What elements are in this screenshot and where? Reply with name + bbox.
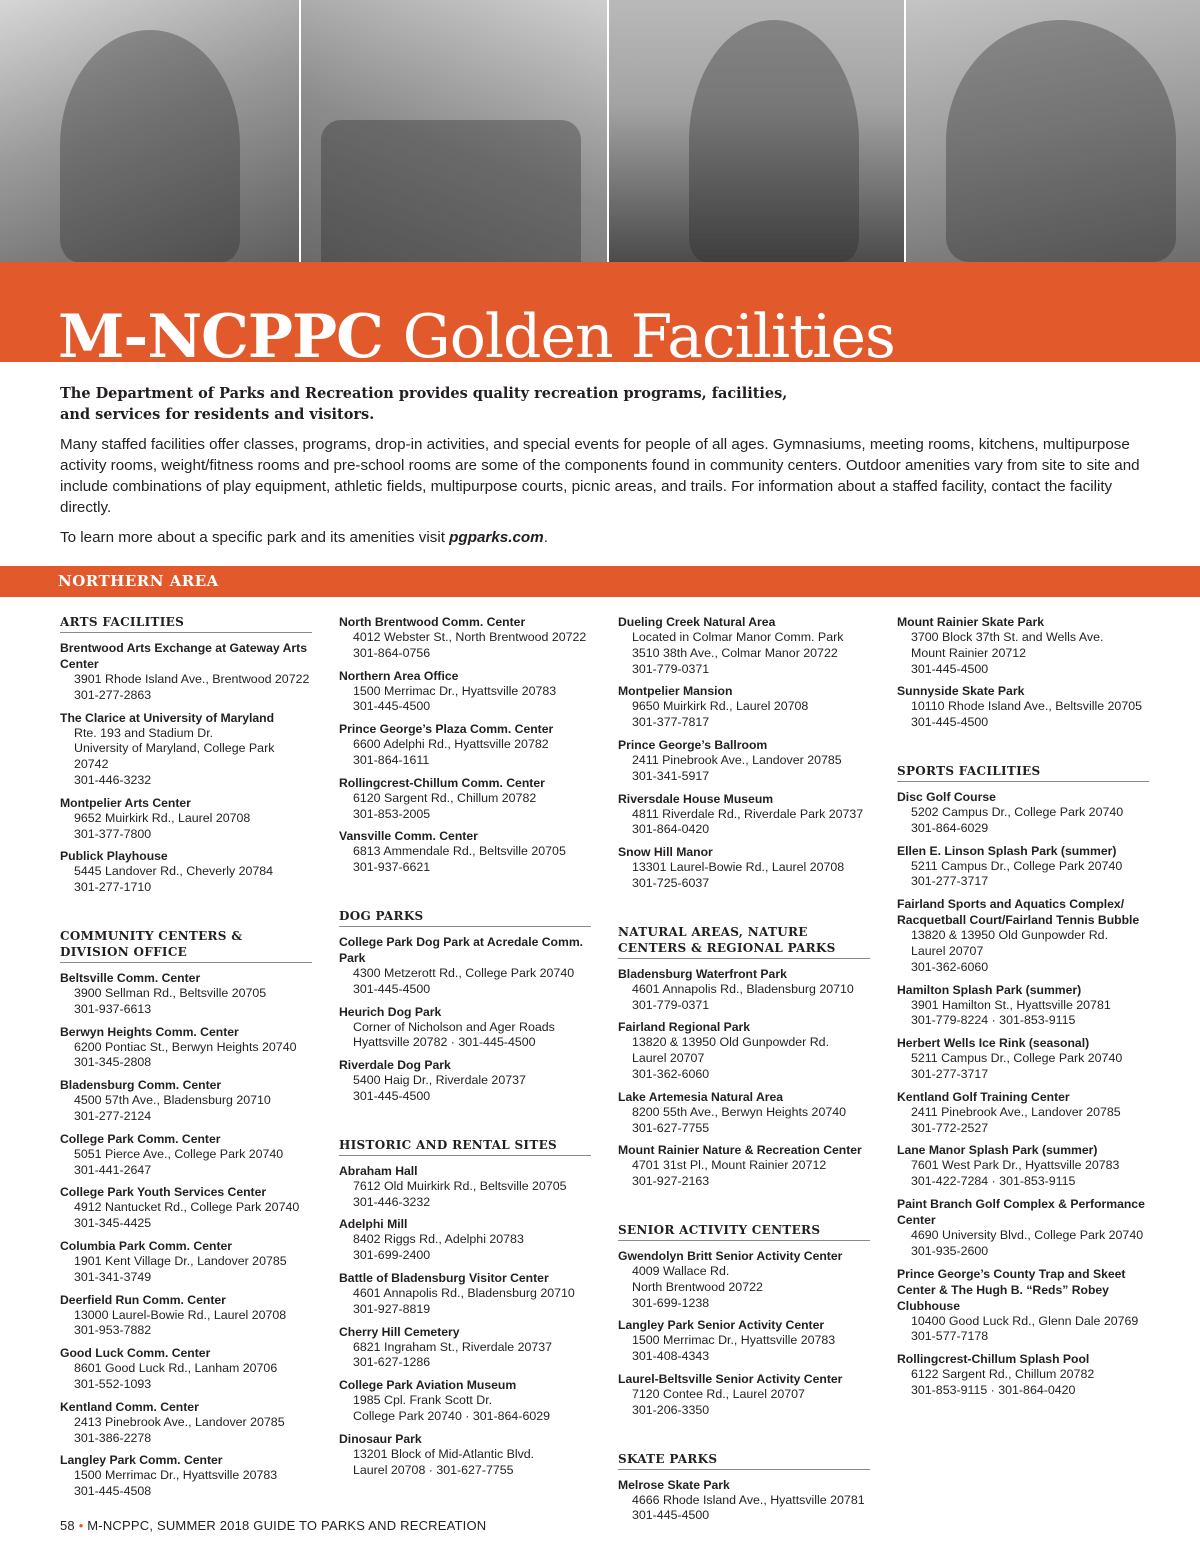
facility-name: Prince George’s Ballroom <box>618 737 768 752</box>
facility-name: The Clarice at University of Maryland <box>60 710 275 725</box>
facility-entry <box>60 1077 312 1125</box>
section-heading: NATURAL AREAS, NATURE CENTERS & REGIONAL PARKS <box>618 924 870 959</box>
facility-name: Fairland Regional Park <box>618 1020 751 1035</box>
facility-detail-line: 301-699-2400 <box>353 1248 431 1263</box>
section-heading: SPORTS FACILITIES <box>897 763 1149 782</box>
facility-entry <box>60 848 312 896</box>
facility-name: Bladensburg Comm. Center <box>60 1078 222 1093</box>
facility-detail-line: 4912 Nantucket Rd., College Park 20740 <box>74 1200 300 1215</box>
facility-entry <box>339 1377 591 1425</box>
facility-name: Riverdale Dog Park <box>339 1058 451 1073</box>
facility-name: College Park Comm. Center <box>60 1131 221 1146</box>
facility-detail-line: 301-935-2600 <box>911 1243 989 1258</box>
facility-detail-line: 301-772-2527 <box>911 1120 989 1135</box>
facility-detail-line: Rte. 193 and Stadium Dr. <box>74 725 214 740</box>
facility-detail-line: 301-699-1238 <box>632 1295 710 1310</box>
facility-entry <box>339 721 591 769</box>
facility-detail-line: 301-779-8224 · 301-853-9115 <box>911 1013 1076 1028</box>
facility-detail-line: 5211 Campus Dr., College Park 20740 <box>911 1051 1123 1066</box>
facility-detail-line: 301-445-4500 <box>353 981 431 996</box>
facility-detail-line: 301-864-6029 <box>911 820 989 835</box>
facility-detail-line: 7120 Contee Rd., Laurel 20707 <box>632 1386 805 1401</box>
facility-detail-line: 4690 University Blvd., College Park 20740 <box>911 1227 1144 1242</box>
facility-entry <box>60 1184 312 1232</box>
facility-detail-line: 301-779-0371 <box>632 997 710 1012</box>
facility-name: Disc Golf Course <box>897 789 996 804</box>
facility-detail-line: 3900 Sellman Rd., Beltsville 20705 <box>74 985 267 1000</box>
facility-detail-line: University of Maryland, College Park 20742 <box>74 741 275 772</box>
facility-entry <box>339 1270 591 1318</box>
facility-entry <box>339 1057 591 1105</box>
facility-name: North Brentwood Comm. Center <box>339 615 526 629</box>
facility-name: Adelphi Mill <box>339 1217 408 1232</box>
facility-entry <box>897 1351 1149 1399</box>
facility-detail-line: Laurel 20707 <box>632 1051 705 1066</box>
facility-detail-line: 1500 Merrimac Dr., Hyattsville 20783 <box>74 1468 278 1483</box>
section-gap <box>618 898 870 924</box>
facility-detail-line: 6813 Ammendale Rd., Beltsville 20705 <box>353 844 566 859</box>
facility-detail-line: 301-277-3717 <box>911 874 989 889</box>
lead-paragraph: The Department of Parks and Recreation provides quality recreation programs, facilities, and services for residents and visitors. <box>60 385 788 423</box>
facility-detail-line: 301-937-6621 <box>353 860 431 875</box>
facility-detail-line: 301-277-3717 <box>911 1066 989 1081</box>
section-heading: COMMUNITY CENTERS & DIVISION OFFICE <box>60 928 312 963</box>
facility-entry <box>897 1142 1149 1190</box>
facility-name: Riversdale House Museum <box>618 791 774 806</box>
facility-name: Sunnyside Skate Park <box>897 684 1025 699</box>
facility-detail-line: 6821 Ingraham St., Riverdale 20737 <box>353 1339 553 1354</box>
facility-detail-line: 8402 Riggs Rd., Adelphi 20783 <box>353 1232 524 1247</box>
facility-name: Melrose Skate Park <box>618 1477 730 1492</box>
facility-entry <box>897 683 1149 731</box>
facility-detail-line: 7612 Old Muirkirk Rd., Beltsville 20705 <box>353 1178 567 1193</box>
facility-detail-line: Corner of Nicholson and Ager Roads <box>353 1019 555 1034</box>
facility-detail-line: 4500 57th Ave., Bladensburg 20710 <box>74 1093 271 1108</box>
facility-detail-line: 9650 Muirkirk Rd., Laurel 20708 <box>632 699 809 714</box>
facility-name: Columbia Park Comm. Center <box>60 1238 233 1253</box>
facility-detail-line: 301-446-3232 <box>353 1194 431 1209</box>
facility-detail-line: 301-725-6037 <box>632 875 710 890</box>
facility-entry <box>339 1004 591 1052</box>
intro-paragraph: Many staffed facilities offer classes, programs, drop-in activities, and special events for people of all ages. Gymnasiums, meeting rooms, kitchens, multipurpose activity rooms, weight/fitness rooms and pre-school rooms are some of the components found in community centers. Outdoor amenities vary from site to site and include combinations of play equipment, athletic fields, multipurpose courts, picnic areas, and trails. For information about a staffed facility, contact the facility directly. <box>60 436 1140 516</box>
facility-entry <box>618 1317 870 1365</box>
facility-name: Dueling Creek Natural Area <box>618 615 776 629</box>
facility-detail-line: 5400 Haig Dr., Riverdale 20737 <box>353 1073 526 1088</box>
facility-detail-line: 301-341-3749 <box>74 1269 152 1284</box>
facility-entry <box>339 1216 591 1264</box>
facility-detail-line: 4009 Wallace Rd. <box>632 1263 730 1278</box>
facility-entry <box>897 1035 1149 1083</box>
facility-entry <box>60 1452 312 1500</box>
facility-name: Northern Area Office <box>339 668 459 683</box>
facility-name: Good Luck Comm. Center <box>60 1346 211 1361</box>
facility-name: College Park Youth Services Center <box>60 1185 267 1200</box>
section-gap <box>618 1196 870 1222</box>
facility-detail-line: 2411 Pinebrook Ave., Landover 20785 <box>911 1104 1121 1119</box>
facility-entry <box>339 1163 591 1211</box>
facility-name: Rollingcrest-Chillum Splash Pool <box>897 1352 1090 1367</box>
facility-detail-line: 6200 Pontiac St., Berwyn Heights 20740 <box>74 1039 297 1054</box>
facility-detail-line: 301-445-4500 <box>632 1508 710 1523</box>
area-title: NORTHERN AREA <box>58 572 219 590</box>
facility-detail-line: 5202 Campus Dr., College Park 20740 <box>911 804 1124 819</box>
facility-detail-line: 4601 Annapolis Rd., Bladensburg 20710 <box>353 1285 575 1300</box>
facility-detail-line: 13000 Laurel-Bowie Rd., Laurel 20708 <box>74 1307 287 1322</box>
facility-detail-line: Laurel 20707 <box>911 943 984 958</box>
facility-name: Publick Playhouse <box>60 849 168 864</box>
facility-detail-line: Hyattsville 20782 · 301-445-4500 <box>353 1035 536 1050</box>
facility-name: Kentland Golf Training Center <box>897 1089 1070 1104</box>
facility-name: Deerfield Run Comm. Center <box>60 1292 226 1307</box>
facility-detail-line: 5211 Campus Dr., College Park 20740 <box>911 858 1123 873</box>
facility-detail-line: 301-953-7882 <box>74 1323 152 1338</box>
facility-name: Cherry Hill Cemetery <box>339 1324 460 1339</box>
facility-detail-line: 301-627-7755 <box>632 1120 710 1135</box>
facility-entry <box>339 828 591 876</box>
photo-family <box>906 0 1200 262</box>
facility-detail-line: 301-445-4500 <box>353 1088 431 1103</box>
facility-name: Snow Hill Manor <box>618 845 713 860</box>
facility-detail-line: 301-627-1286 <box>353 1355 431 1370</box>
facility-entry <box>618 1089 870 1137</box>
facility-entry <box>60 710 312 789</box>
facility-entry <box>618 1142 870 1190</box>
facility-detail-line: 6122 Sargent Rd., Chillum 20782 <box>911 1367 1095 1382</box>
learn-more-suffix: . <box>543 529 548 546</box>
facility-name: Rollingcrest-Chillum Comm. Center <box>339 775 545 790</box>
facility-detail-line: 4012 Webster St., North Brentwood 20722 <box>353 630 587 644</box>
facility-entry <box>618 737 870 785</box>
facility-entry <box>618 1248 870 1311</box>
facility-entry <box>60 1292 312 1340</box>
facility-name: Herbert Wells Ice Rink (seasonal) <box>897 1036 1090 1051</box>
facility-entry <box>339 1324 591 1372</box>
footer-text: M-NCPPC, SUMMER 2018 GUIDE TO PARKS AND RECREATION <box>87 1518 487 1533</box>
facility-detail-line: 301-937-6613 <box>74 1001 152 1016</box>
facility-detail-line: 3901 Hamilton St., Hyattsville 20781 <box>911 997 1111 1012</box>
facility-detail-line: 8200 55th Ave., Berwyn Heights 20740 <box>632 1104 847 1119</box>
facility-name: Hamilton Splash Park (summer) <box>897 982 1082 997</box>
facility-detail-line: 301-552-1093 <box>74 1376 152 1391</box>
facility-name: Lane Manor Splash Park (summer) <box>897 1143 1098 1158</box>
facility-detail-line: 4811 Riverdale Rd., Riverdale Park 20737 <box>632 806 864 821</box>
facility-name: Brentwood Arts Exchange at Gateway Arts Center <box>60 641 307 671</box>
facility-entry <box>339 775 591 823</box>
facility-detail-line: 3901 Rhode Island Ave., Brentwood 20722 <box>74 672 310 686</box>
facility-entry <box>618 791 870 839</box>
facility-detail-line: 4666 Rhode Island Ave., Hyattsville 20781 <box>632 1492 865 1507</box>
section-heading: HISTORIC AND RENTAL SITES <box>339 1137 591 1156</box>
facility-name: Battle of Bladensburg Visitor Center <box>339 1270 549 1285</box>
facility-detail-line: 301-386-2278 <box>74 1430 152 1445</box>
facility-entry <box>60 1024 312 1072</box>
facility-entry <box>897 789 1149 837</box>
facility-entry <box>618 683 870 731</box>
facility-detail-line: North Brentwood 20722 <box>632 1279 763 1294</box>
page-title-light: Golden Facilities <box>402 302 895 372</box>
facility-detail-line: 301-377-7800 <box>74 826 152 841</box>
page-title <box>58 302 895 372</box>
facility-detail-line: 3510 38th Ave., Colmar Manor 20722 <box>632 645 838 660</box>
facility-detail-line: 301-445-4500 <box>353 699 431 714</box>
page-number: 58 <box>60 1518 75 1533</box>
learn-more-paragraph <box>60 527 1150 548</box>
section-gap <box>60 902 312 928</box>
facility-name: Bladensburg Waterfront Park <box>618 966 787 981</box>
facility-name: Berwyn Heights Comm. Center <box>60 1024 239 1039</box>
facility-detail-line: 301-853-9115 · 301-864-0420 <box>911 1382 1076 1397</box>
facility-detail-line: 301-864-1611 <box>353 752 430 767</box>
facility-name: Dinosaur Park <box>339 1431 422 1446</box>
photo-runner <box>0 0 299 262</box>
facility-name: Montpelier Mansion <box>618 684 733 699</box>
facility-detail-line: 301-779-0371 <box>632 661 710 676</box>
facility-entry <box>618 1019 870 1082</box>
section-heading: ARTS FACILITIES <box>60 614 312 633</box>
facility-name: Lake Artemesia Natural Area <box>618 1089 784 1104</box>
column-2 <box>339 614 591 1484</box>
section-gap <box>618 1425 870 1451</box>
facility-detail-line: 10400 Good Luck Rd., Glenn Dale 20769 <box>911 1313 1139 1328</box>
column-1 <box>60 614 312 1506</box>
facility-entry <box>60 1238 312 1286</box>
section-heading: SKATE PARKS <box>618 1451 870 1470</box>
facility-detail-line: 4701 31st Pl., Mount Rainier 20712 <box>632 1158 827 1173</box>
facility-detail-line: 10110 Rhode Island Ave., Beltsville 20705 <box>911 699 1142 714</box>
facility-entry <box>897 982 1149 1030</box>
facility-entry <box>60 970 312 1018</box>
facility-detail-line: 4300 Metzerott Rd., College Park 20740 <box>353 965 575 980</box>
facility-detail-line: 301-864-0420 <box>632 822 710 837</box>
section-gap <box>339 882 591 908</box>
facility-detail-line: 13201 Block of Mid-Atlantic Blvd. <box>353 1446 535 1461</box>
facility-detail-line: 301-277-2124 <box>74 1108 152 1123</box>
page-footer <box>60 1518 486 1533</box>
facility-detail-line: 301-362-6060 <box>632 1066 710 1081</box>
facility-detail-line: 7601 West Park Dr., Hyattsville 20783 <box>911 1158 1120 1173</box>
facility-detail-line: 9652 Muirkirk Rd., Laurel 20708 <box>74 810 251 825</box>
facility-entry <box>339 614 591 662</box>
facility-detail-line: 301-445-4508 <box>74 1484 152 1499</box>
facility-name: Heurich Dog Park <box>339 1004 442 1019</box>
facility-detail-line: 6120 Sargent Rd., Chillum 20782 <box>353 790 537 805</box>
facility-entry <box>897 1089 1149 1137</box>
facility-detail-line: 301-377-7817 <box>632 715 710 730</box>
facility-detail-line: 301-277-2863 <box>74 687 152 702</box>
section-gap <box>897 737 1149 763</box>
facility-detail-line: 301-422-7284 · 301-853-9115 <box>911 1174 1076 1189</box>
facility-name: College Park Dog Park at Acredale Comm. Park <box>339 934 584 965</box>
facility-entry <box>60 1399 312 1447</box>
facility-name: Laurel-Beltsville Senior Activity Center <box>618 1371 843 1386</box>
facility-name: Montpelier Arts Center <box>60 795 191 810</box>
facility-name: Gwendolyn Britt Senior Activity Center <box>618 1248 843 1263</box>
facility-detail-line: 13820 & 13950 Old Gunpowder Rd. <box>632 1035 830 1050</box>
facility-detail-line: 301-927-2163 <box>632 1174 710 1189</box>
facility-name: Vansville Comm. Center <box>339 829 478 844</box>
facility-name: Langley Park Senior Activity Center <box>618 1318 825 1333</box>
facility-name: Prince George’s Plaza Comm. Center <box>339 722 554 737</box>
facility-detail-line: 301-441-2647 <box>74 1162 152 1177</box>
footer-bullet: • <box>78 1518 84 1533</box>
facility-detail-line: 301-445-4500 <box>911 661 989 676</box>
facility-detail-line: 13820 & 13950 Old Gunpowder Rd. <box>911 928 1109 943</box>
facility-detail-line: 1985 Cpl. Frank Scott Dr. <box>353 1393 493 1408</box>
facility-detail-line: 2411 Pinebrook Ave., Landover 20785 <box>632 752 842 767</box>
facility-detail-line: 301-446-3232 <box>74 772 152 787</box>
facility-detail-line: 8601 Good Luck Rd., Lanham 20706 <box>74 1361 278 1376</box>
facility-entry <box>60 640 312 704</box>
facility-detail-line: 301-864-0756 <box>353 645 431 660</box>
pgparks-link[interactable]: pgparks.com <box>449 529 544 546</box>
facility-detail-line: Mount Rainier 20712 <box>911 645 1027 660</box>
facility-detail-line: 301-408-4343 <box>632 1349 710 1364</box>
photo-strip <box>0 0 1200 262</box>
facility-entry <box>339 1431 591 1479</box>
photo-guitarist <box>609 0 905 262</box>
facility-entry <box>60 1131 312 1179</box>
facility-detail-line: 301-341-5917 <box>632 768 710 783</box>
section-gap <box>339 1111 591 1137</box>
facility-detail-line: 301-577-7178 <box>911 1329 989 1344</box>
facility-name: College Park Aviation Museum <box>339 1378 517 1393</box>
facility-detail-line: 301-277-1710 <box>74 880 152 895</box>
facility-entry <box>897 896 1149 975</box>
facility-detail-line: 301-206-3350 <box>632 1402 710 1417</box>
column-4 <box>897 614 1149 1405</box>
facility-detail-line: College Park 20740 · 301-864-6029 <box>353 1408 551 1423</box>
facility-detail-line: 5051 Pierce Ave., College Park 20740 <box>74 1146 284 1161</box>
facility-entry <box>60 795 312 843</box>
facility-detail-line: 6600 Adelphi Rd., Hyattsville 20782 <box>353 737 549 752</box>
facility-entry <box>897 1266 1149 1346</box>
facility-entry <box>339 934 591 998</box>
facility-entry <box>897 1196 1149 1260</box>
facility-detail-line: 301-445-4500 <box>911 715 989 730</box>
facility-entry <box>618 1477 870 1525</box>
facility-name: Kentland Comm. Center <box>60 1399 199 1414</box>
facility-name: Langley Park Comm. Center <box>60 1453 223 1468</box>
facility-detail-line: 301-853-2005 <box>353 806 431 821</box>
photo-pool-mascot <box>301 0 607 262</box>
facility-name: Paint Branch Golf Complex & Performance Center <box>897 1196 1145 1227</box>
facility-name: Abraham Hall <box>339 1163 418 1178</box>
facility-detail-line: 1500 Merrimac Dr., Hyattsville 20783 <box>353 683 557 698</box>
facility-detail-line: Located in Colmar Manor Comm. Park <box>632 630 844 644</box>
facility-entry <box>618 844 870 892</box>
facility-entry <box>618 1371 870 1419</box>
facility-detail-line: 301-345-2808 <box>74 1055 152 1070</box>
facility-detail-line: 301-362-6060 <box>911 959 989 974</box>
facility-detail-line: 1901 Kent Village Dr., Landover 20785 <box>74 1253 287 1268</box>
facility-name: Mount Rainier Skate Park <box>897 615 1044 629</box>
facility-detail-line: 5445 Landover Rd., Cheverly 20784 <box>74 864 274 879</box>
facility-detail-line: 3700 Block 37th St. and Wells Ave. <box>911 630 1104 644</box>
facility-detail-line: Laurel 20708 · 301-627-7755 <box>353 1462 514 1477</box>
learn-more-prefix: To learn more about a specific park and its amenities visit <box>60 529 450 546</box>
facility-entry <box>60 1345 312 1393</box>
facility-entry <box>897 843 1149 891</box>
facility-entry <box>618 614 870 677</box>
facility-name: Fairland Sports and Aquatics Complex/ Racquetball Court/Fairland Tennis Bubble <box>897 897 1140 928</box>
page-title-bold: M-NCPPC <box>58 302 383 372</box>
facility-name: Beltsville Comm. Center <box>60 970 201 985</box>
facility-detail-line: 301-927-8819 <box>353 1301 431 1316</box>
facility-detail-line: 13301 Laurel-Bowie Rd., Laurel 20708 <box>632 860 845 875</box>
column-3 <box>618 614 870 1530</box>
facility-entry <box>897 614 1149 677</box>
facility-detail-line: 301-345-4425 <box>74 1216 152 1231</box>
section-heading: SENIOR ACTIVITY CENTERS <box>618 1222 870 1241</box>
facility-detail-line: 2413 Pinebrook Ave., Landover 20785 <box>74 1414 285 1429</box>
facility-name: Mount Rainier Nature & Recreation Center <box>618 1143 862 1158</box>
facility-detail-line: 1500 Merrimac Dr., Hyattsville 20783 <box>632 1333 836 1348</box>
facility-entry <box>618 966 870 1014</box>
facility-name: Ellen E. Linson Splash Park (summer) <box>897 843 1117 858</box>
facility-detail-line: 4601 Annapolis Rd., Bladensburg 20710 <box>632 981 854 996</box>
facility-name: Prince George’s County Trap and Skeet Center & The Hugh B. “Reds” Robey Clubhouse <box>897 1266 1126 1313</box>
facility-entry <box>339 668 591 716</box>
section-heading: DOG PARKS <box>339 908 591 927</box>
